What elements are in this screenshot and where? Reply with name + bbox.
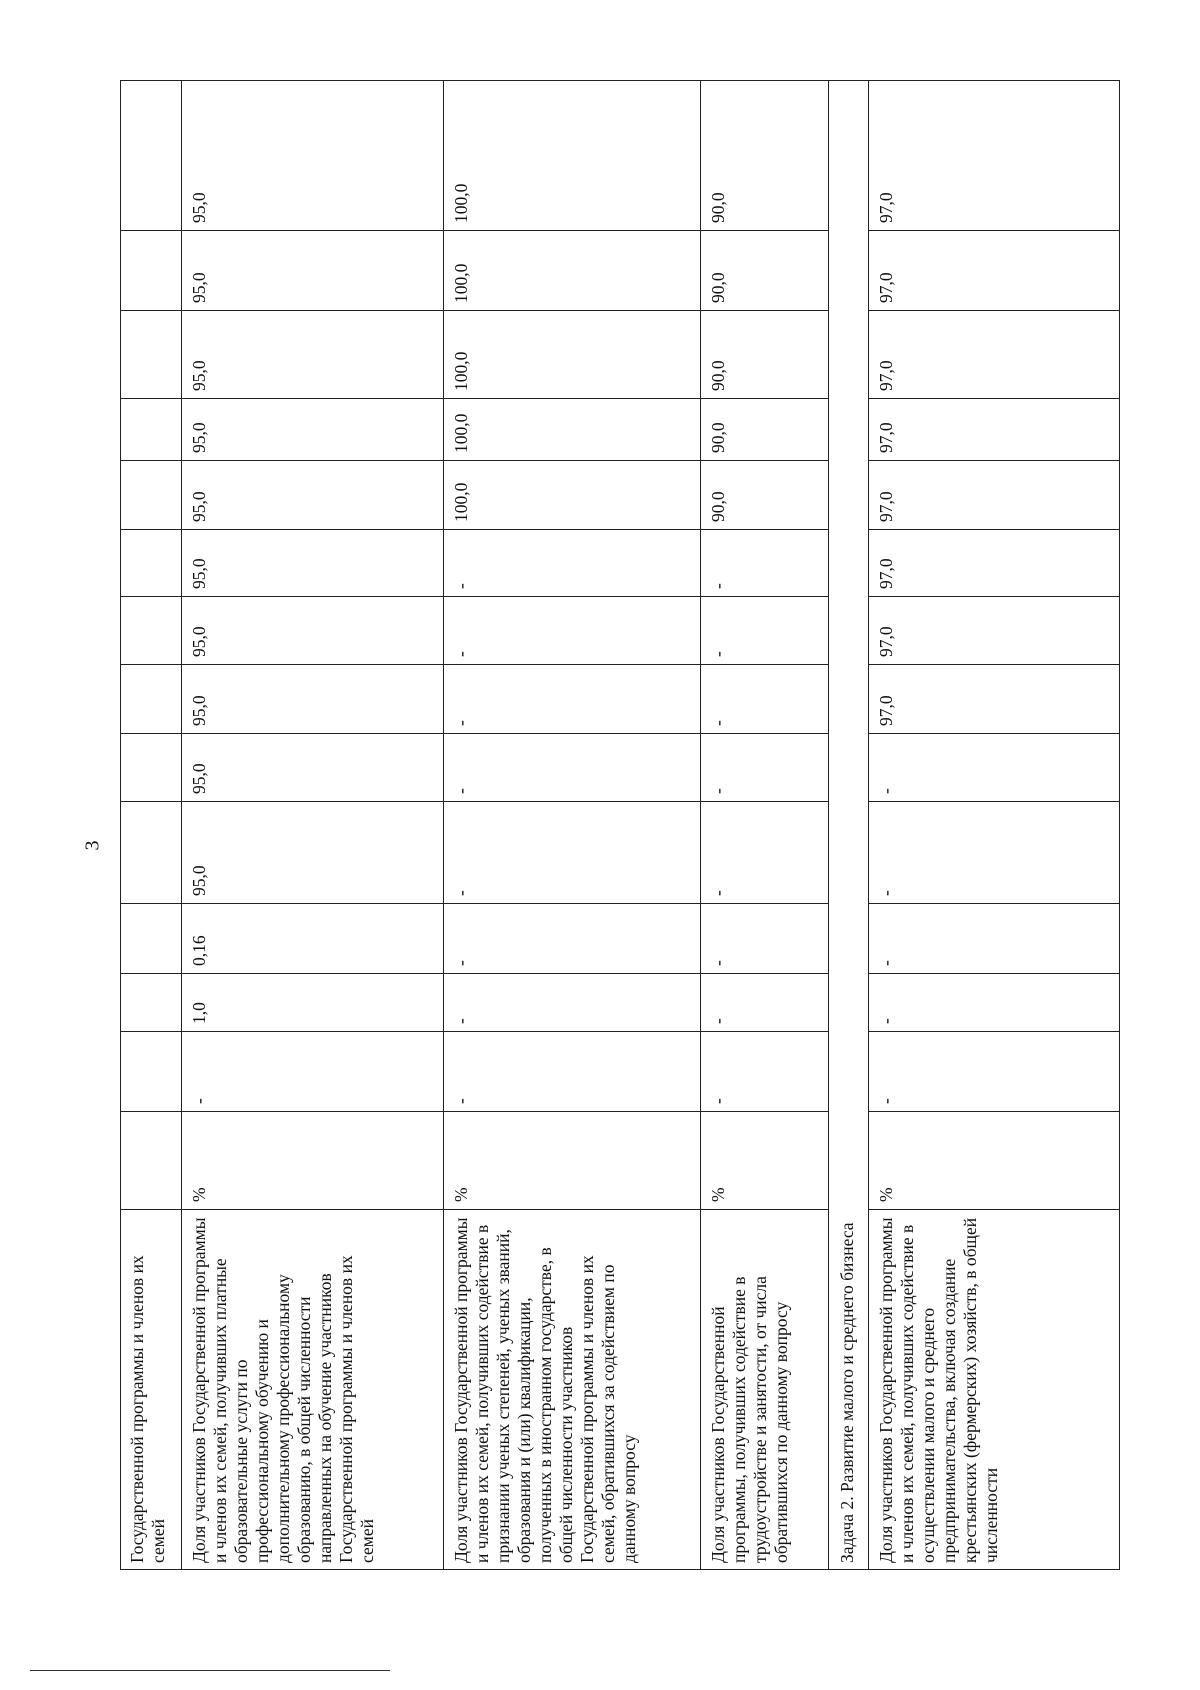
footer-rule — [30, 1670, 390, 1671]
value-cell: 90,0 — [701, 231, 828, 311]
value-cell: 97,0 — [869, 461, 1120, 530]
value-cell — [120, 734, 181, 802]
value-cell — [120, 399, 181, 461]
value-cell: 97,0 — [869, 597, 1120, 665]
indicator-cell: Государственной программы и членов их семей — [127, 1255, 168, 1563]
value-cell: - — [701, 665, 828, 734]
value-cell: 95,0 — [182, 80, 443, 231]
value-cell — [120, 461, 181, 530]
value-cell: - — [444, 597, 700, 665]
value-cell: 97,0 — [869, 665, 1120, 734]
value-cell: - — [701, 1032, 828, 1112]
value-cell: - — [701, 597, 828, 665]
value-cell: - — [701, 530, 828, 597]
unit-cell: % — [182, 1112, 443, 1210]
value-cell — [120, 665, 181, 734]
value-cell: 95,0 — [182, 802, 443, 904]
value-cell: - — [444, 904, 700, 974]
section-heading: Задача 2. Развитие малого и среднего бизнеса — [829, 80, 869, 1570]
value-cell: 97,0 — [869, 231, 1120, 311]
value-cell — [120, 802, 181, 904]
value-cell: 95,0 — [182, 399, 443, 461]
value-cell: - — [701, 904, 828, 974]
value-cell — [120, 311, 181, 399]
table-row — [444, 80, 701, 1570]
value-cell: 90,0 — [701, 461, 828, 530]
value-cell: 100,0 — [444, 311, 700, 399]
value-cell: - — [869, 802, 1120, 904]
value-cell: - — [701, 734, 828, 802]
value-cell: 90,0 — [701, 311, 828, 399]
value-cell: 100,0 — [444, 80, 700, 231]
indicator-cell: Доля участников Государственной программы и членов их семей, получивших содействие в признании ученых степеней, ученых званий, образования и (или) квалификации, полученных в иностранном государстве, в общей численности участников Государственной программы и членов их семей, обратившихся за содействием по данному вопросу — [451, 1217, 639, 1563]
value-cell: 100,0 — [444, 231, 700, 311]
value-cell — [120, 1032, 181, 1112]
value-cell: 95,0 — [182, 311, 443, 399]
indicator-cell: Доля участников Государственной программы и членов их семей, получивших содействие в осуществлении малого и среднего предпринимательства, включая создание крестьянских (фермерских) хозяйств, в общей численности — [876, 1217, 1001, 1563]
value-cell — [120, 974, 181, 1032]
table-row — [120, 80, 182, 1570]
value-cell: 95,0 — [182, 231, 443, 311]
indicator-cell: Доля участников Государственной программы, получивших содействие в трудоустройстве и занятости, от числа обратившихся по данному вопросу — [708, 1276, 791, 1563]
unit-cell: % — [444, 1112, 700, 1210]
value-cell: - — [869, 1032, 1120, 1112]
value-cell: 1,0 — [182, 974, 443, 1032]
indicators-table — [120, 80, 1120, 1570]
value-cell: - — [444, 1032, 700, 1112]
value-cell: - — [444, 665, 700, 734]
value-cell: 95,0 — [182, 530, 443, 597]
value-cell: - — [444, 802, 700, 904]
value-cell: 95,0 — [182, 665, 443, 734]
table-row — [701, 80, 829, 1570]
value-cell: - — [869, 974, 1120, 1032]
value-cell: 90,0 — [701, 80, 828, 231]
value-cell: 0,16 — [182, 904, 443, 974]
value-cell — [120, 530, 181, 597]
value-cell: 95,0 — [182, 734, 443, 802]
value-cell: - — [444, 734, 700, 802]
value-cell: 100,0 — [444, 461, 700, 530]
value-cell: - — [444, 530, 700, 597]
value-cell: 97,0 — [869, 311, 1120, 399]
value-cell — [120, 80, 181, 231]
value-cell: - — [869, 904, 1120, 974]
value-cell: 97,0 — [869, 530, 1120, 597]
unit-cell: % — [869, 1112, 1120, 1210]
value-cell: 97,0 — [869, 399, 1120, 461]
value-cell: 90,0 — [701, 399, 828, 461]
value-cell: 95,0 — [182, 597, 443, 665]
value-cell: - — [444, 974, 700, 1032]
page-number: 3 — [81, 840, 104, 851]
value-cell: 95,0 — [182, 461, 443, 530]
table-row — [869, 80, 1120, 1570]
unit-cell: % — [701, 1112, 828, 1210]
value-cell: - — [701, 802, 828, 904]
indicator-cell: Доля участников Государственной программы и членов их семей, получивших платные образовательные услуги по профессиональному обучению и дополнительному профессиональному образованию, в общей численности направленных на обучение участников Государственной программы и членов их семей — [189, 1217, 377, 1563]
value-cell — [120, 904, 181, 974]
value-cell: 100,0 — [444, 399, 700, 461]
value-cell: - — [182, 1032, 443, 1112]
value-cell: - — [869, 734, 1120, 802]
table-row — [182, 80, 444, 1570]
value-cell — [120, 231, 181, 311]
value-cell: 97,0 — [869, 80, 1120, 231]
value-cell: - — [701, 974, 828, 1032]
value-cell — [120, 597, 181, 665]
unit-cell — [120, 1112, 181, 1210]
